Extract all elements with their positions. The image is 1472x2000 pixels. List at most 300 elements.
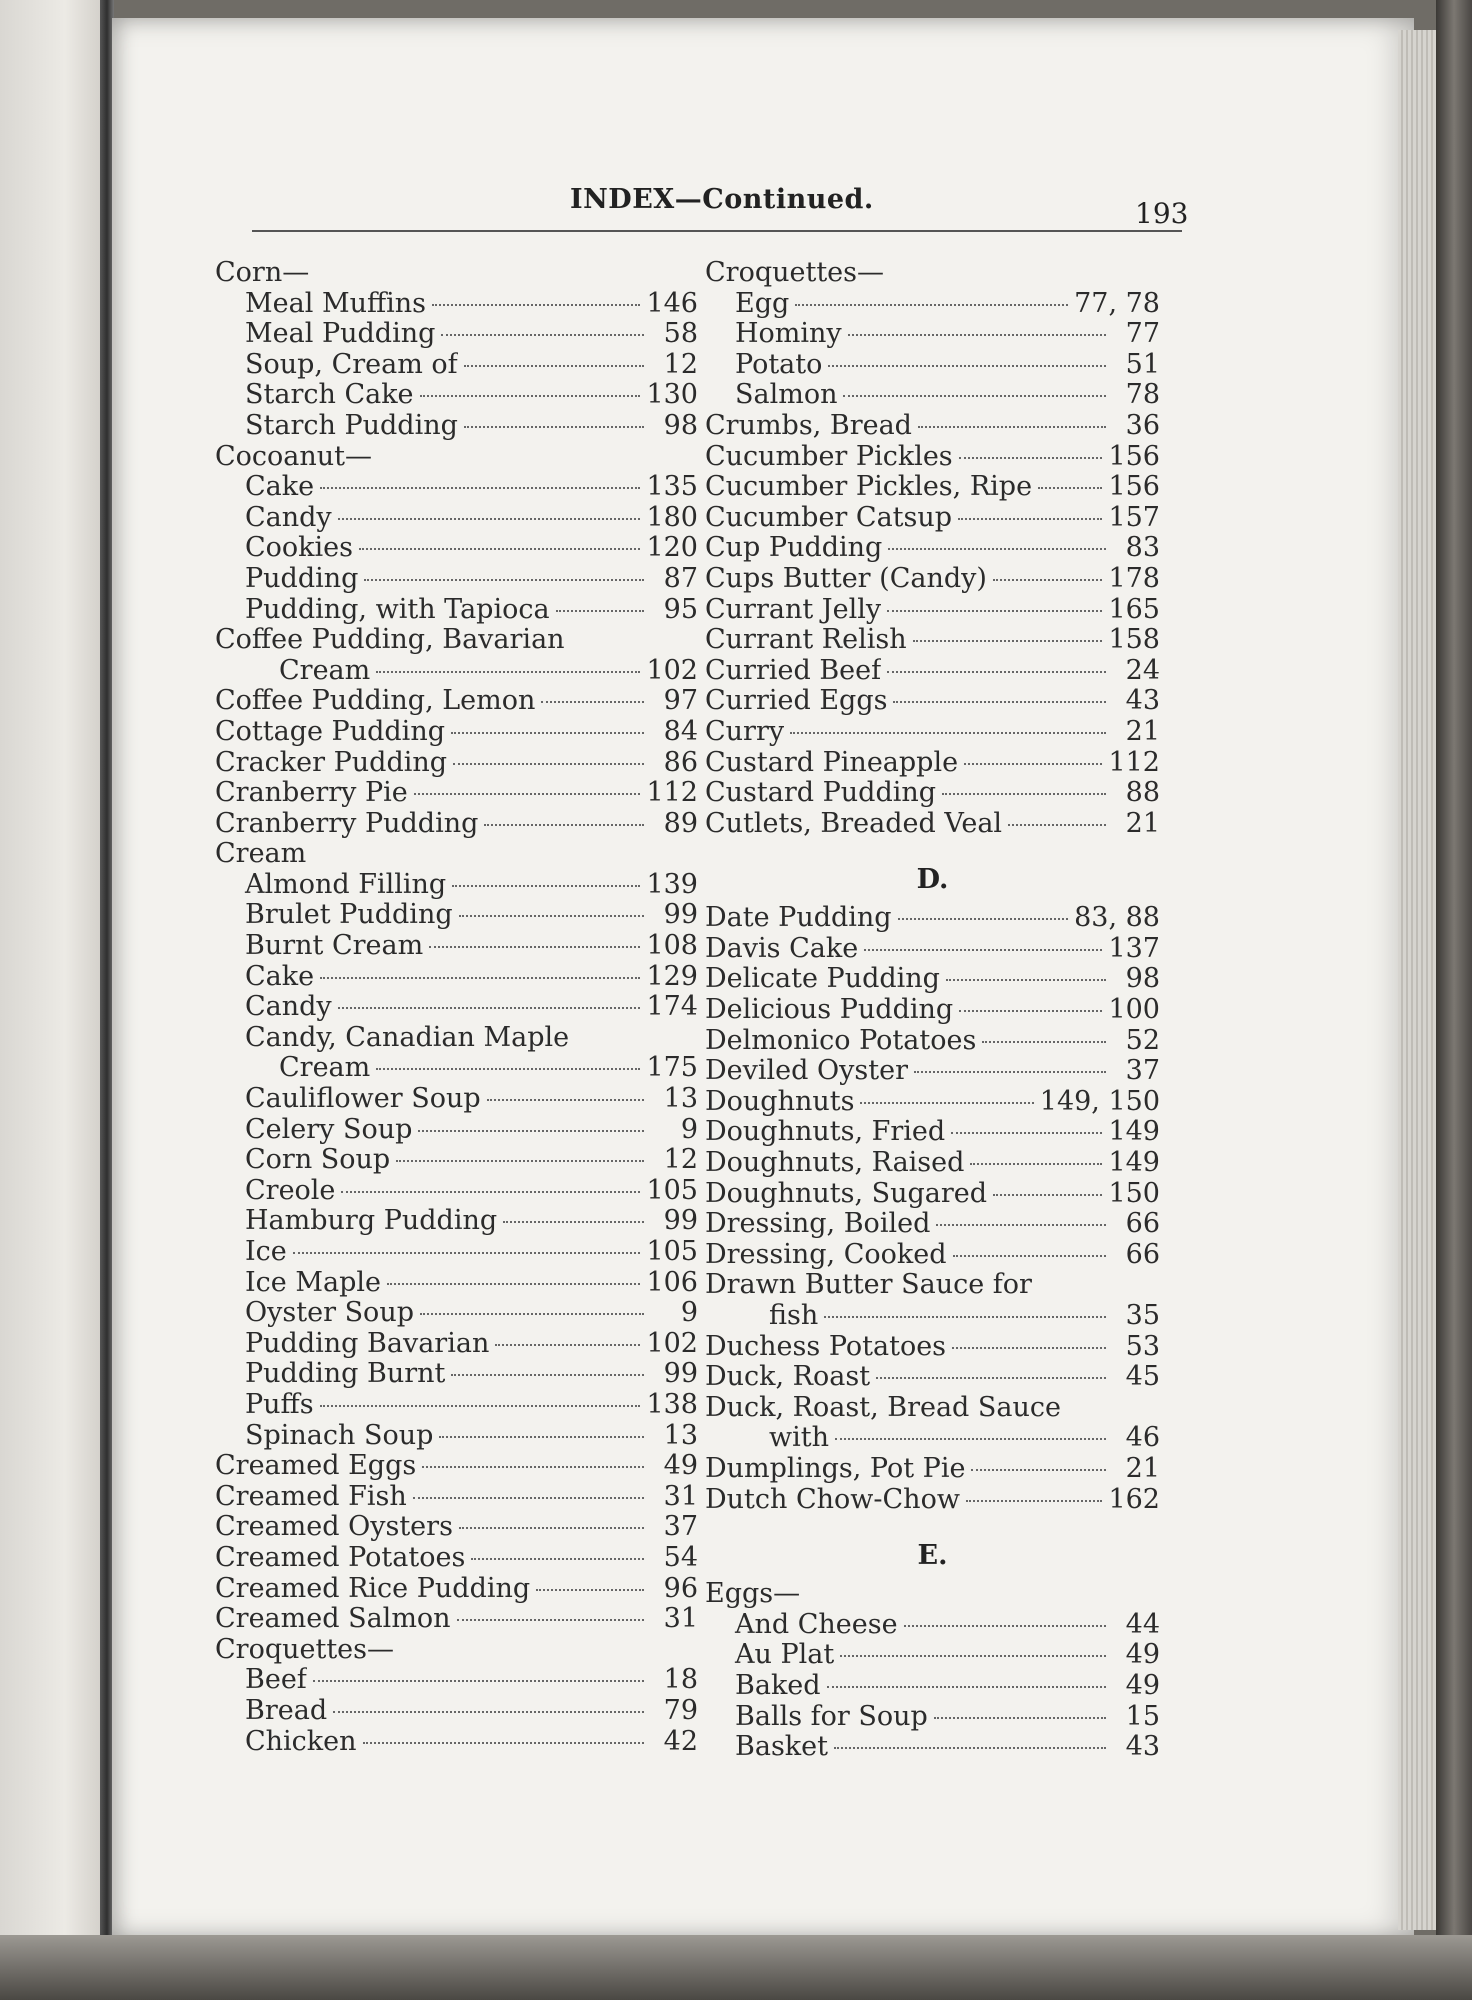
index-entry-pages: 79	[663, 1694, 698, 1726]
page-title: INDEX—Continued.	[570, 184, 874, 215]
dot-leader	[484, 824, 644, 826]
page-fore-edge	[1398, 30, 1438, 1930]
index-entry-pages: 149	[1108, 1116, 1160, 1148]
index-entry	[215, 1482, 698, 1513]
index-entry-pages: 54	[663, 1541, 698, 1573]
index-entry-pages: 53	[1125, 1330, 1160, 1362]
dot-leader	[376, 1068, 640, 1070]
index-entry-pages: 18	[663, 1664, 698, 1696]
index-entry	[215, 1359, 698, 1390]
dot-leader	[459, 1527, 644, 1529]
section-letter-heading: D.	[916, 864, 949, 896]
index-entry-label: Hominy	[735, 319, 842, 350]
index-entry	[215, 1084, 698, 1115]
index-entry	[705, 1332, 1160, 1363]
index-entry	[215, 870, 698, 901]
index-entry-pages: 35	[1125, 1300, 1160, 1331]
index-entry	[215, 1727, 698, 1758]
index-entry	[215, 258, 698, 289]
dot-leader	[536, 1589, 644, 1591]
index-entry-pages: 9	[680, 1297, 698, 1329]
dot-leader	[413, 1497, 644, 1499]
index-entry	[215, 1451, 698, 1482]
index-column-left	[215, 258, 698, 1757]
index-entry-label: Basket	[735, 1732, 828, 1763]
index-entry	[705, 411, 1160, 442]
index-entry-label: Curried Eggs	[705, 686, 888, 717]
index-entry-label: Creamed Eggs	[215, 1451, 417, 1482]
index-entry	[215, 1329, 698, 1360]
index-entry-pages: 130	[646, 379, 698, 411]
dot-leader	[934, 1717, 1106, 1719]
index-entry-pages: 108	[646, 930, 698, 962]
book-cover-edge	[1436, 0, 1472, 2000]
dot-leader	[457, 1619, 644, 1621]
index-entry-label: Pudding Burnt	[245, 1359, 446, 1390]
index-entry-label: Cookies	[245, 533, 353, 564]
index-entry	[215, 503, 698, 534]
index-entry-label: Custard Pineapple	[705, 747, 959, 778]
dot-leader	[338, 518, 641, 520]
dot-leader	[966, 1500, 1103, 1502]
index-entry	[215, 931, 698, 962]
index-entry-pages: 150	[1108, 1177, 1160, 1209]
index-entry-label: with	[769, 1423, 829, 1454]
index-entry-label: Cranberry Pie	[215, 778, 408, 809]
index-entry-label: Corn Soup	[245, 1145, 391, 1176]
dot-leader	[913, 640, 1103, 642]
index-entry-label: Cucumber Catsup	[705, 502, 953, 533]
index-entry-pages: 137	[1108, 932, 1160, 964]
index-entry-label: Creamed Salmon	[215, 1604, 451, 1635]
index-entry-pages: 146	[646, 287, 698, 319]
index-entry	[215, 809, 698, 840]
index-entry	[705, 289, 1160, 320]
index-entry	[215, 839, 698, 870]
index-entry	[705, 503, 1160, 534]
index-entry	[215, 1574, 698, 1605]
index-entry-pages: 175	[646, 1052, 698, 1084]
index-entry-pages: 13	[663, 1083, 698, 1115]
dot-leader	[951, 1132, 1102, 1134]
index-entry-pages: 97	[663, 685, 698, 717]
index-entry-label: Ice Maple	[245, 1267, 381, 1298]
index-entry-pages: 112	[646, 777, 698, 809]
index-entry	[705, 1209, 1160, 1240]
dot-leader	[827, 1686, 1106, 1688]
index-entry-label: Baked	[735, 1670, 821, 1701]
dot-leader	[887, 671, 1106, 673]
index-entry-label: Hamburg Pudding	[245, 1206, 498, 1237]
dot-leader	[432, 304, 640, 306]
index-entry-pages: 12	[663, 348, 698, 380]
dot-leader	[320, 977, 640, 979]
index-entry	[215, 595, 698, 626]
index-entry-pages: 99	[663, 1205, 698, 1237]
dot-leader	[959, 1010, 1102, 1012]
dot-leader	[936, 1224, 1106, 1226]
index-entry	[215, 411, 698, 442]
index-entry-pages: 102	[646, 1327, 698, 1359]
dot-leader	[363, 1742, 644, 1744]
index-entry-label: Candy	[245, 502, 332, 533]
index-entry-label: Beef	[245, 1665, 307, 1696]
index-entry-label: Egg	[735, 288, 790, 319]
dot-leader	[429, 946, 640, 948]
dot-leader	[795, 304, 1068, 306]
index-entry-pages: 158	[1108, 624, 1160, 656]
dot-leader	[848, 334, 1106, 336]
dot-leader	[320, 1405, 641, 1407]
dot-leader	[320, 487, 640, 489]
dot-leader	[376, 671, 640, 673]
index-entry-label: Spinach Soup	[245, 1420, 434, 1451]
index-entry	[705, 595, 1160, 626]
index-entry	[705, 1026, 1160, 1057]
dot-leader	[452, 885, 640, 887]
index-entry-pages: 78	[1125, 379, 1160, 411]
dot-leader	[364, 579, 644, 581]
index-entry	[705, 809, 1160, 840]
dot-leader	[333, 1711, 644, 1713]
index-entry-pages: 135	[646, 471, 698, 503]
dot-leader	[942, 793, 1106, 795]
index-entry-label: And Cheese	[735, 1609, 898, 1640]
index-entry-label: Pudding, with Tapioca	[245, 594, 550, 625]
index-entry-label: Cream	[279, 655, 371, 686]
index-entry-label: Coffee Pudding, Lemon	[215, 686, 536, 717]
index-entry-pages: 77, 78	[1074, 287, 1160, 319]
index-entry	[215, 1604, 698, 1635]
index-entry	[705, 1732, 1160, 1763]
index-entry	[705, 1671, 1160, 1702]
section-spacer	[705, 1515, 1160, 1527]
index-entry-pages: 51	[1125, 348, 1160, 380]
index-entry-label: Davis Cake	[705, 933, 859, 964]
index-entry	[215, 1268, 698, 1299]
index-entry-pages: 149	[1108, 1147, 1160, 1179]
index-entry	[215, 900, 698, 931]
index-entry-pages: 156	[1108, 471, 1160, 503]
index-entry-pages: 21	[1125, 715, 1160, 747]
index-entry-label: Pudding	[245, 563, 359, 594]
index-entry	[705, 380, 1160, 411]
dot-leader	[313, 1680, 644, 1682]
dot-leader	[464, 426, 644, 428]
index-entry-pages: 105	[646, 1174, 698, 1206]
index-entry	[705, 1393, 1160, 1424]
index-entry-pages: 98	[663, 409, 698, 441]
index-entry	[705, 442, 1160, 473]
dot-leader	[993, 579, 1103, 581]
index-entry-pages: 12	[663, 1144, 698, 1176]
index-entry-label: Curried Beef	[705, 655, 882, 686]
index-entry	[215, 1053, 698, 1084]
index-entry-pages: 139	[646, 868, 698, 900]
dot-leader	[970, 1163, 1102, 1165]
index-entry	[705, 319, 1160, 350]
index-entry-label: Creamed Oysters	[215, 1512, 453, 1543]
index-entry-pages: 165	[1108, 593, 1160, 625]
dot-leader	[887, 610, 1102, 612]
index-entry-label: Cream	[215, 839, 307, 870]
index-entry	[705, 903, 1160, 934]
index-entry-label: Doughnuts, Sugared	[705, 1178, 988, 1209]
index-entry-pages: 99	[663, 899, 698, 931]
index-entry-label: Ice	[245, 1237, 287, 1267]
dot-leader	[1008, 824, 1106, 826]
dot-leader	[828, 365, 1106, 367]
index-entry	[215, 962, 698, 993]
dot-leader	[503, 1221, 644, 1223]
index-entry	[215, 1023, 698, 1054]
index-entry-pages: 129	[646, 960, 698, 992]
dot-leader	[834, 1747, 1106, 1749]
index-entry-label: Cutlets, Breaded Veal	[705, 808, 1003, 839]
index-entry-pages: 156	[1108, 440, 1160, 472]
index-entry	[215, 1543, 698, 1574]
index-entry	[215, 1665, 698, 1696]
index-entry	[705, 1362, 1160, 1393]
index-entry-label: Doughnuts	[705, 1086, 855, 1117]
dot-leader	[556, 610, 644, 612]
index-entry-pages: 98	[1125, 963, 1160, 995]
dot-leader	[422, 1466, 644, 1468]
index-entry	[705, 717, 1160, 748]
index-entry-pages: 95	[663, 593, 698, 625]
index-column-right	[705, 258, 1160, 1763]
dot-leader	[293, 1252, 641, 1254]
dot-leader	[464, 365, 644, 367]
index-entry	[215, 564, 698, 595]
dot-leader	[359, 548, 640, 550]
index-entry	[215, 1206, 698, 1237]
index-entry-pages: 120	[646, 532, 698, 564]
index-entry-label: Soup, Cream of	[245, 349, 458, 380]
dot-leader	[888, 548, 1106, 550]
index-entry	[705, 1056, 1160, 1087]
header-rule	[252, 230, 1182, 232]
index-entry	[705, 656, 1160, 687]
index-entry-label: Date Pudding	[705, 903, 892, 934]
index-entry-pages: 58	[663, 318, 698, 350]
dot-leader	[835, 1438, 1106, 1440]
index-entry-label: Cup Pudding	[705, 533, 883, 564]
index-entry	[215, 992, 698, 1023]
index-entry-label: Croquettes—	[705, 258, 885, 288]
dot-leader	[864, 949, 1102, 951]
index-entry-label: Cauliflower Soup	[245, 1084, 481, 1115]
index-entry-label: Creamed Rice Pudding	[215, 1573, 531, 1604]
index-entry	[705, 472, 1160, 503]
index-entry-pages: 174	[646, 991, 698, 1023]
index-entry-label: Corn—	[215, 258, 310, 288]
index-entry-label: Cracker Pudding	[215, 747, 448, 778]
dot-leader	[459, 915, 644, 917]
index-entry-label: Doughnuts, Raised	[705, 1148, 965, 1179]
index-entry	[705, 1087, 1160, 1118]
index-entry-label: Doughnuts, Fried	[705, 1117, 946, 1148]
dot-leader	[495, 1344, 640, 1346]
dot-leader	[958, 518, 1102, 520]
index-entry-pages: 100	[1108, 994, 1160, 1026]
index-entry-label: Cucumber Pickles, Ripe	[705, 472, 1033, 503]
index-entry-label: Puffs	[245, 1389, 314, 1420]
index-entry	[705, 564, 1160, 595]
index-entry-pages: 87	[663, 562, 698, 594]
index-entry-label: Currant Relish	[705, 625, 907, 656]
index-entry	[705, 1179, 1160, 1210]
index-entry-pages: 178	[1108, 562, 1160, 594]
index-entry-pages: 43	[1125, 1731, 1160, 1763]
dot-leader	[338, 1007, 641, 1009]
index-entry-label: Cups Butter (Candy)	[705, 563, 987, 594]
index-entry-label: Cranberry Pudding	[215, 808, 479, 839]
dot-leader	[860, 1102, 1033, 1104]
index-entry	[215, 1390, 698, 1421]
index-entry-pages: 42	[663, 1725, 698, 1757]
index-entry-label: Dressing, Boiled	[705, 1209, 931, 1240]
index-entry-pages: 24	[1125, 654, 1160, 686]
dot-leader	[840, 1655, 1106, 1657]
facing-page-edge	[0, 0, 108, 2000]
index-entry	[215, 380, 698, 411]
index-entry-pages: 21	[1125, 1452, 1160, 1484]
dot-leader	[396, 1160, 644, 1162]
index-entry	[705, 778, 1160, 809]
index-entry	[215, 625, 698, 656]
index-entry	[705, 686, 1160, 717]
dot-leader	[420, 1313, 644, 1315]
index-entry	[215, 442, 698, 473]
index-entry-label: fish	[769, 1301, 819, 1331]
index-entry-label: Cocoanut—	[215, 441, 373, 472]
index-entry	[215, 748, 698, 779]
index-entry-label: Bread	[245, 1695, 328, 1726]
index-entry	[215, 717, 698, 748]
index-entry-pages: 31	[663, 1603, 698, 1635]
dot-leader	[898, 918, 1069, 920]
index-entry-pages: 15	[1125, 1700, 1160, 1732]
index-entry-label: Custard Pudding	[705, 778, 937, 809]
dot-leader	[341, 1191, 640, 1193]
dot-leader	[914, 1071, 1106, 1073]
dot-leader	[420, 395, 641, 397]
dot-leader	[993, 1194, 1102, 1196]
dot-leader	[541, 701, 644, 703]
dot-leader	[387, 1283, 640, 1285]
index-entry-label: Eggs—	[705, 1579, 801, 1610]
index-entry	[705, 1423, 1160, 1454]
index-entry-label: Starch Cake	[245, 380, 414, 411]
index-entry	[705, 1454, 1160, 1485]
index-entry-pages: 88	[1125, 777, 1160, 809]
index-entry-pages: 36	[1125, 409, 1160, 441]
index-entry	[215, 1635, 698, 1666]
index-entry	[215, 533, 698, 564]
index-entry-label: Cake	[245, 472, 315, 503]
index-entry	[705, 1485, 1160, 1516]
index-entry-pages: 37	[663, 1511, 698, 1543]
dot-leader	[843, 395, 1106, 397]
index-entry-label: Cream	[279, 1053, 371, 1084]
index-entry-pages: 138	[646, 1388, 698, 1420]
index-entry	[705, 1270, 1160, 1301]
index-entry	[705, 625, 1160, 656]
index-entry-label: Brulet Pudding	[245, 900, 453, 931]
index-entry	[705, 533, 1160, 564]
index-entry-pages: 106	[646, 1266, 698, 1298]
index-entry-pages: 96	[663, 1572, 698, 1604]
index-entry	[215, 686, 698, 717]
dot-leader	[953, 1255, 1106, 1257]
dot-leader	[904, 1625, 1106, 1627]
index-entry	[705, 350, 1160, 381]
index-entry-pages: 37	[1125, 1055, 1160, 1087]
index-entry-label: Meal Muffins	[245, 288, 427, 319]
dot-leader	[971, 1469, 1106, 1471]
index-entry-pages: 83	[1125, 532, 1160, 564]
index-entry-pages: 9	[680, 1113, 698, 1145]
index-entry	[215, 1696, 698, 1727]
index-entry-pages: 66	[1125, 1238, 1160, 1270]
index-entry-label: Meal Pudding	[245, 319, 436, 350]
index-entry-pages: 89	[663, 807, 698, 839]
index-entry-pages: 13	[663, 1419, 698, 1451]
index-entry	[215, 1421, 698, 1452]
dot-leader	[451, 732, 644, 734]
index-entry-label: Drawn Butter Sauce for	[705, 1270, 1032, 1301]
index-entry-pages: 162	[1108, 1483, 1160, 1515]
index-entry	[215, 1115, 698, 1146]
index-entry-pages: 49	[1125, 1639, 1160, 1671]
index-entry	[705, 1702, 1160, 1733]
index-entry	[705, 1640, 1160, 1671]
index-entry-label: Burnt Cream	[245, 931, 424, 962]
dot-leader	[918, 426, 1106, 428]
index-entry-pages: 86	[663, 746, 698, 778]
index-entry-pages: 45	[1125, 1361, 1160, 1393]
index-entry	[705, 995, 1160, 1026]
index-entry	[215, 1298, 698, 1329]
index-entry-label: Creole	[245, 1175, 336, 1206]
index-entry-pages: 77	[1125, 318, 1160, 350]
index-entry	[215, 319, 698, 350]
index-entry-pages: 149, 150	[1039, 1085, 1160, 1117]
index-entry	[215, 1145, 698, 1176]
dot-leader	[414, 793, 641, 795]
index-entry	[215, 472, 698, 503]
index-entry-label: Delicate Pudding	[705, 964, 940, 995]
index-entry	[215, 778, 698, 809]
section-spacer	[705, 839, 1160, 851]
dot-leader	[439, 1436, 644, 1438]
index-entry-label: Creamed Potatoes	[215, 1542, 466, 1573]
index-entry-pages: 99	[663, 1358, 698, 1390]
index-entry-label: Balls for Soup	[735, 1701, 928, 1732]
index-entry	[705, 1117, 1160, 1148]
index-entry-label: Cottage Pudding	[215, 716, 445, 747]
index-entry	[705, 258, 1160, 289]
section-letter-heading: E.	[917, 1540, 948, 1572]
index-entry-label: Almond Filling	[245, 869, 447, 900]
index-entry	[705, 748, 1160, 779]
index-entry	[705, 1148, 1160, 1179]
index-entry	[705, 1579, 1160, 1610]
index-entry-pages: 49	[1125, 1669, 1160, 1701]
index-entry-label: Pudding Bavarian	[245, 1328, 490, 1359]
index-entry-label: Au Plat	[735, 1640, 835, 1671]
